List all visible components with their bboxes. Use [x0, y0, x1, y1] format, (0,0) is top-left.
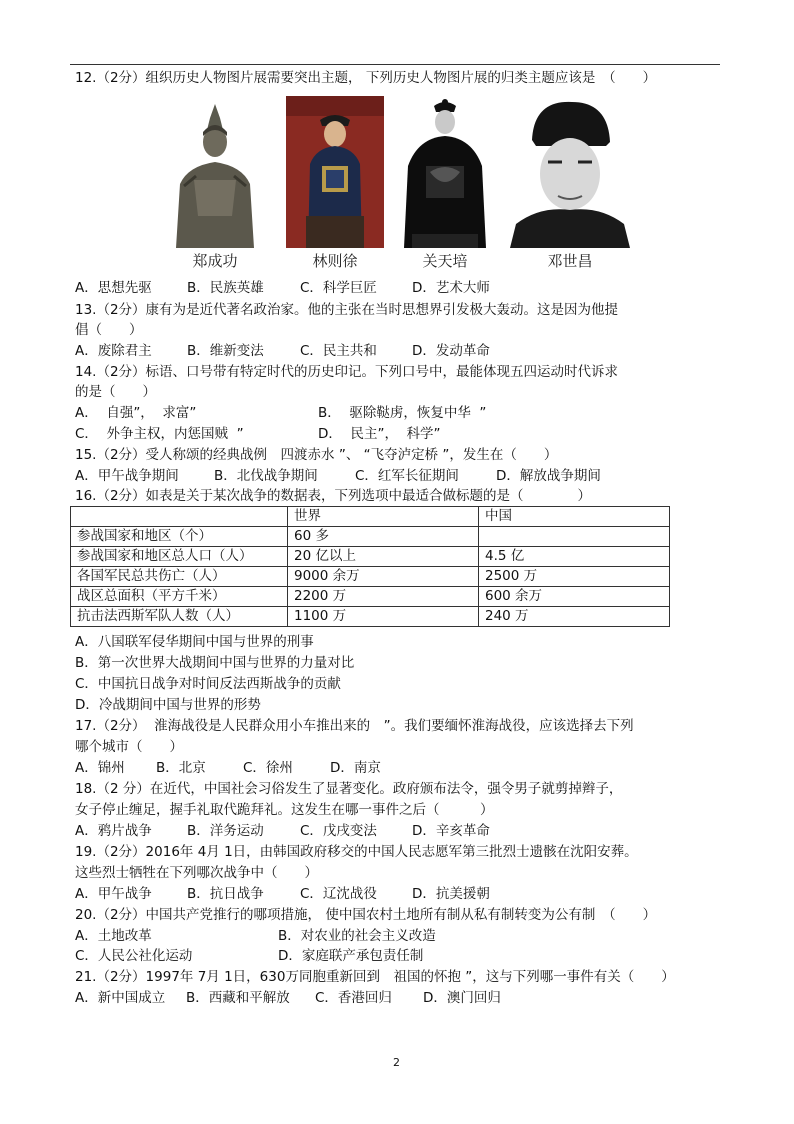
q16-option-a: A．八国联军侵华期间中国与世界的刑事: [75, 634, 314, 650]
q16-option-b: B．第一次世界大战期间中国与世界的力量对比: [75, 655, 355, 671]
table-cell: 各国军民总共伤亡（人）: [71, 567, 288, 587]
q19-stem-line2: 这些烈士牺牲在下列哪次战争中（ ）: [75, 865, 318, 881]
table-cell: 2200 万: [288, 587, 479, 607]
q21-option-b: B．西藏和平解放: [186, 990, 290, 1006]
table-cell: 参战国家和地区总人口（人）: [71, 547, 288, 567]
table-cell: 600 余万: [479, 587, 670, 607]
table-row: [71, 547, 670, 567]
photo-caption-1: 郑成功: [192, 252, 238, 270]
q14-stem-line2: 的是（ ）: [75, 384, 156, 400]
q16-stem: 16.（2分）如表是关于某次战争的数据表，下列选项中最适合做标题的是（ ）: [75, 488, 592, 504]
q21-option-c: C．香港回归: [315, 990, 392, 1006]
q18-stem-line1: 18.（2 分）在近代，中国社会习俗发生了显著变化。政府颁布法令，强令男子就剪掉辫子，: [75, 781, 623, 797]
q21-option-a: A．新中国成立: [75, 990, 166, 1006]
table-cell: 4.5 亿: [479, 547, 670, 567]
table-row: [71, 587, 670, 607]
table-cell: 抗击法西斯军队人数（人）: [71, 607, 288, 627]
table-row: [71, 567, 670, 587]
table-header-cell: [71, 507, 288, 527]
q21-stem: 21.（2分）1997年 7月 1日，630万同胞重新回到 祖国的怀抱 ”，这与下列哪一事件有关（ ）: [75, 969, 675, 985]
q16-option-c: C．中国抗日战争对时间反法西斯战争的贡献: [75, 676, 341, 692]
q15-stem: 15.（2分）受人称颂的经典战例 四渡赤水 ”、 “飞夺泸定桥 ”，发生在（ ）: [75, 447, 558, 463]
table-row: [71, 527, 670, 547]
q17-stem-line2: 哪个城市（ ）: [75, 739, 183, 755]
q19-option-d: D．抗美援朝: [412, 886, 490, 902]
q12-option-b: B．民族英雄: [187, 280, 264, 296]
table-cell: 战区总面积（平方千米）: [71, 587, 288, 607]
q20-option-c: C．人民公社化运动: [75, 948, 193, 964]
q14-option-d: D． 民主”， 科学”: [318, 426, 441, 442]
q17-option-c: C．徐州: [243, 760, 293, 776]
portrait-guan-tianpei: [396, 96, 494, 248]
portrait-zheng-chenggong: [166, 96, 264, 248]
q13-option-b: B．维新变法: [187, 343, 264, 359]
q13-stem-line2: 倡（ ）: [75, 322, 143, 338]
q13-option-a: A．废除君主: [75, 343, 152, 359]
q19-option-a: A．甲午战争: [75, 886, 152, 902]
q17-option-b: B．北京: [156, 760, 206, 776]
table-cell: 2500 万: [479, 567, 670, 587]
q14-stem-line1: 14.（2分）标语、口号带有特定时代的历史印记。下列口号中，最能体现五四运动时代诉求: [75, 364, 619, 380]
photo-caption-4: 邓世昌: [547, 252, 593, 270]
portrait-deng-shichang: [510, 96, 630, 248]
table-cell: 9000 余万: [288, 567, 479, 587]
table-header-cell: 中国: [479, 507, 670, 527]
q17-option-d: D．南京: [330, 760, 381, 776]
table-cell: 参战国家和地区（个）: [71, 527, 288, 547]
q14-option-c: C． 外争主权，内惩国贼 ”: [75, 426, 244, 442]
war-data-table: [70, 506, 670, 627]
q17-option-a: A．锦州: [75, 760, 125, 776]
q13-stem-line1: 13.（2分）康有为是近代著名政治家。他的主张在当时思想界引发极大轰动。这是因为他提: [75, 302, 619, 318]
q17-stem-line1: 17.（2分） 淮海战役是人民群众用小车推出来的 ”。我们要缅怀淮海战役，应该选择去下列: [75, 718, 634, 734]
q12-photo-strip: [166, 96, 630, 268]
q12-option-c: C．科学巨匠: [300, 280, 377, 296]
q14-option-a: A． 自强”， 求富”: [75, 405, 197, 421]
table-cell: 240 万: [479, 607, 670, 627]
q21-option-d: D．澳门回归: [423, 990, 501, 1006]
q14-option-b: B． 驱除鞑虏，恢复中华 ”: [318, 405, 487, 421]
table-cell: [479, 527, 670, 547]
q20-option-a: A．土地改革: [75, 928, 152, 944]
q19-stem-line1: 19.（2分）2016年 4月 1日，由韩国政府移交的中国人民志愿军第三批烈士遗骸在沈阳安葬。: [75, 844, 638, 860]
q15-option-b: B．北伐战争期间: [214, 468, 318, 484]
table-cell: 20 亿以上: [288, 547, 479, 567]
header-rule: [70, 64, 720, 65]
table-header-cell: 世界: [288, 507, 479, 527]
page-number: 2: [393, 1056, 400, 1069]
photo-caption-2: 林则徐: [312, 252, 358, 270]
q12-option-a: A．思想先驱: [75, 280, 152, 296]
q18-option-d: D．辛亥革命: [412, 823, 490, 839]
q19-option-c: C．辽沈战役: [300, 886, 377, 902]
q13-option-d: D．发动革命: [412, 343, 490, 359]
q19-option-b: B．抗日战争: [187, 886, 264, 902]
q18-option-c: C．戊戌变法: [300, 823, 377, 839]
q12-stem: 12.（2分）组织历史人物图片展需要突出主题， 下列历史人物图片展的归类主题应该是 （ ）: [75, 70, 657, 86]
table-header-row: [71, 507, 670, 527]
q13-option-c: C．民主共和: [300, 343, 377, 359]
q18-option-a: A．鸦片战争: [75, 823, 152, 839]
q20-option-d: D．家庭联产承包责任制: [278, 948, 424, 964]
q15-option-d: D．解放战争期间: [496, 468, 601, 484]
q18-stem-line2: 女子停止缠足，握手礼取代跪拜礼。这发生在哪一事件之后（ ）: [75, 802, 494, 818]
q18-option-b: B．洋务运动: [187, 823, 264, 839]
q15-option-a: A．甲午战争期间: [75, 468, 179, 484]
portrait-lin-zexu: [286, 96, 384, 248]
photo-caption-3: 关天培: [422, 252, 468, 270]
q20-stem: 20.（2分）中国共产党推行的哪项措施， 使中国农村土地所有制从私有制转变为公有制 （ ）: [75, 907, 657, 923]
q20-option-b: B．对农业的社会主义改造: [278, 928, 436, 944]
q15-option-c: C．红军长征期间: [355, 468, 459, 484]
table-cell: 1100 万: [288, 607, 479, 627]
q16-option-d: D．冷战期间中国与世界的形势: [75, 697, 261, 713]
table-row: [71, 607, 670, 627]
q12-option-d: D．艺术大师: [412, 280, 490, 296]
table-cell: 60 多: [288, 527, 479, 547]
